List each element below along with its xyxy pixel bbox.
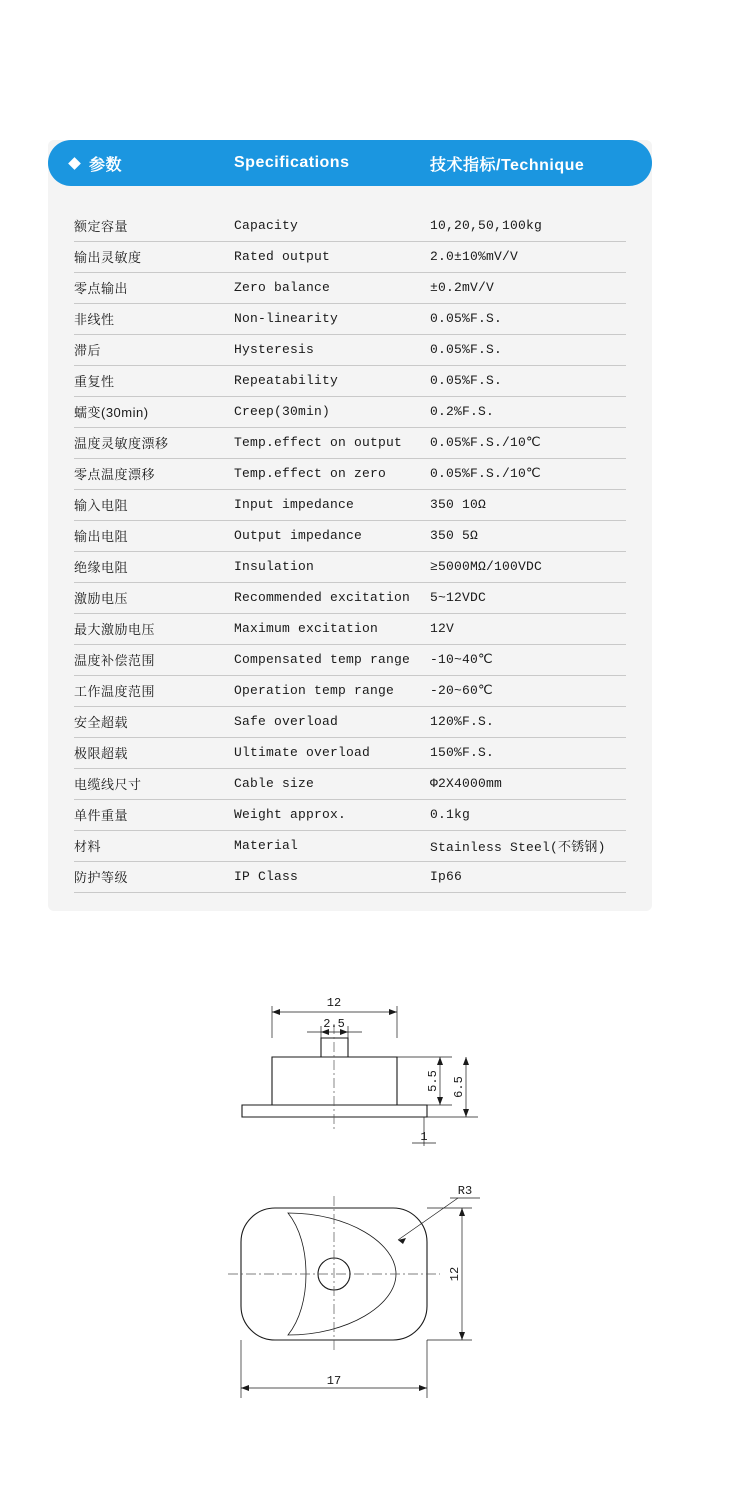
row-value: Ip66 bbox=[430, 861, 626, 892]
row-cn-label: 非线性 bbox=[74, 303, 234, 334]
row-value: 0.1kg bbox=[430, 799, 626, 830]
spec-header-cn-label: 参数 bbox=[89, 156, 123, 174]
row-en-label: Compensated temp range bbox=[234, 644, 430, 675]
row-value: 0.05%F.S./10℃ bbox=[430, 458, 626, 489]
row-cn-label: 最大激励电压 bbox=[74, 613, 234, 644]
row-en-label: IP Class bbox=[234, 861, 430, 892]
row-value: ±0.2mV/V bbox=[430, 272, 626, 303]
row-value: 350 5Ω bbox=[430, 520, 626, 551]
row-cn-label: 绝缘电阻 bbox=[74, 551, 234, 582]
row-en-label: Material bbox=[234, 830, 430, 861]
row-cn-label: 安全超载 bbox=[74, 706, 234, 737]
row-value: 150%F.S. bbox=[430, 737, 626, 768]
row-value: -10~40℃ bbox=[430, 644, 626, 675]
row-cn-label: 输出灵敏度 bbox=[74, 241, 234, 272]
row-en-label: Ultimate overload bbox=[234, 737, 430, 768]
row-cn-label: 温度灵敏度漂移 bbox=[74, 427, 234, 458]
row-cn-label: 重复性 bbox=[74, 365, 234, 396]
row-value: 0.05%F.S. bbox=[430, 334, 626, 365]
row-cn-label: 电缆线尺寸 bbox=[74, 768, 234, 799]
row-en-label: Input impedance bbox=[234, 489, 430, 520]
table-row bbox=[74, 675, 626, 706]
row-value: -20~60℃ bbox=[430, 675, 626, 706]
side-view-drawing bbox=[0, 960, 750, 1180]
row-en-label: Capacity bbox=[234, 210, 430, 241]
row-cn-label: 防护等级 bbox=[74, 861, 234, 892]
row-en-label: Hysteresis bbox=[234, 334, 430, 365]
table-row bbox=[74, 458, 626, 489]
top-dim-height: 12 bbox=[448, 1266, 462, 1282]
row-en-label: Creep(30min) bbox=[234, 396, 430, 427]
table-row bbox=[74, 644, 626, 675]
side-dim-boss-width: 2.5 bbox=[323, 1017, 345, 1031]
side-dim-total-height: 6.5 bbox=[452, 1076, 466, 1098]
table-row bbox=[74, 613, 626, 644]
table-row bbox=[74, 334, 626, 365]
row-cn-label: 激励电压 bbox=[74, 582, 234, 613]
row-cn-label: 输入电阻 bbox=[74, 489, 234, 520]
table-row bbox=[74, 830, 626, 861]
row-cn-label: 工作温度范围 bbox=[74, 675, 234, 706]
row-value: 5~12VDC bbox=[430, 582, 626, 613]
row-cn-label: 单件重量 bbox=[74, 799, 234, 830]
row-value: 0.2%F.S. bbox=[430, 396, 626, 427]
top-dim-width: 17 bbox=[326, 1374, 342, 1388]
row-cn-label: 极限超载 bbox=[74, 737, 234, 768]
row-value: 0.05%F.S. bbox=[430, 365, 626, 396]
row-value: 12V bbox=[430, 613, 626, 644]
table-row bbox=[74, 427, 626, 458]
row-en-label: Insulation bbox=[234, 551, 430, 582]
row-value: 120%F.S. bbox=[430, 706, 626, 737]
row-value: 2.0±10%mV/V bbox=[430, 241, 626, 272]
table-row bbox=[74, 303, 626, 334]
row-value: 10,20,50,100kg bbox=[430, 210, 626, 241]
table-row bbox=[74, 551, 626, 582]
row-cn-label: 输出电阻 bbox=[74, 520, 234, 551]
row-en-label: Output impedance bbox=[234, 520, 430, 551]
row-cn-label: 额定容量 bbox=[74, 210, 234, 241]
specification-table bbox=[74, 210, 626, 893]
row-value: 0.05%F.S. bbox=[430, 303, 626, 334]
spec-table-header bbox=[48, 140, 652, 186]
spec-header-cn-cell bbox=[48, 152, 234, 175]
row-value: Φ2X4000mm bbox=[430, 768, 626, 799]
row-en-label: Temp.effect on output bbox=[234, 427, 430, 458]
spec-header-en-label: Specifications bbox=[234, 154, 350, 171]
technical-drawings bbox=[0, 960, 750, 1460]
row-value: 0.05%F.S./10℃ bbox=[430, 427, 626, 458]
row-en-label: Safe overload bbox=[234, 706, 430, 737]
table-row bbox=[74, 210, 626, 241]
table-row bbox=[74, 520, 626, 551]
row-cn-label: 滞后 bbox=[74, 334, 234, 365]
side-dim-inner-height: 5.5 bbox=[426, 1070, 440, 1092]
row-en-label: Weight approx. bbox=[234, 799, 430, 830]
spec-header-tech-label: 技术指标/Technique bbox=[430, 156, 585, 174]
row-cn-label: 零点输出 bbox=[74, 272, 234, 303]
row-cn-label: 蠕变(30min) bbox=[74, 396, 234, 427]
side-dim-top-width: 12 bbox=[326, 996, 342, 1010]
top-dim-corner-radius: R3 bbox=[457, 1184, 473, 1198]
table-row bbox=[74, 737, 626, 768]
table-row bbox=[74, 272, 626, 303]
spec-table-body bbox=[74, 210, 626, 892]
table-row bbox=[74, 396, 626, 427]
row-cn-label: 零点温度漂移 bbox=[74, 458, 234, 489]
row-value: Stainless Steel(不锈钢) bbox=[430, 830, 626, 861]
row-en-label: Operation temp range bbox=[234, 675, 430, 706]
table-row bbox=[74, 241, 626, 272]
specification-panel bbox=[48, 140, 652, 911]
row-en-label: Maximum excitation bbox=[234, 613, 430, 644]
row-en-label: Repeatability bbox=[234, 365, 430, 396]
table-row bbox=[74, 365, 626, 396]
table-row bbox=[74, 861, 626, 892]
table-row bbox=[74, 489, 626, 520]
row-en-label: Temp.effect on zero bbox=[234, 458, 430, 489]
row-en-label: Non-linearity bbox=[234, 303, 430, 334]
top-view-drawing bbox=[0, 1180, 750, 1440]
table-row bbox=[74, 768, 626, 799]
row-value: ≥5000MΩ/100VDC bbox=[430, 551, 626, 582]
row-value: 350 10Ω bbox=[430, 489, 626, 520]
row-en-label: Rated output bbox=[234, 241, 430, 272]
row-cn-label: 材料 bbox=[74, 830, 234, 861]
row-en-label: Cable size bbox=[234, 768, 430, 799]
diamond-icon bbox=[68, 157, 81, 170]
row-en-label: Zero balance bbox=[234, 272, 430, 303]
row-en-label: Recommended excitation bbox=[234, 582, 430, 613]
side-dim-flange-thickness: 1 bbox=[420, 1130, 428, 1144]
row-cn-label: 温度补偿范围 bbox=[74, 644, 234, 675]
table-row bbox=[74, 582, 626, 613]
table-row bbox=[74, 706, 626, 737]
table-row bbox=[74, 799, 626, 830]
